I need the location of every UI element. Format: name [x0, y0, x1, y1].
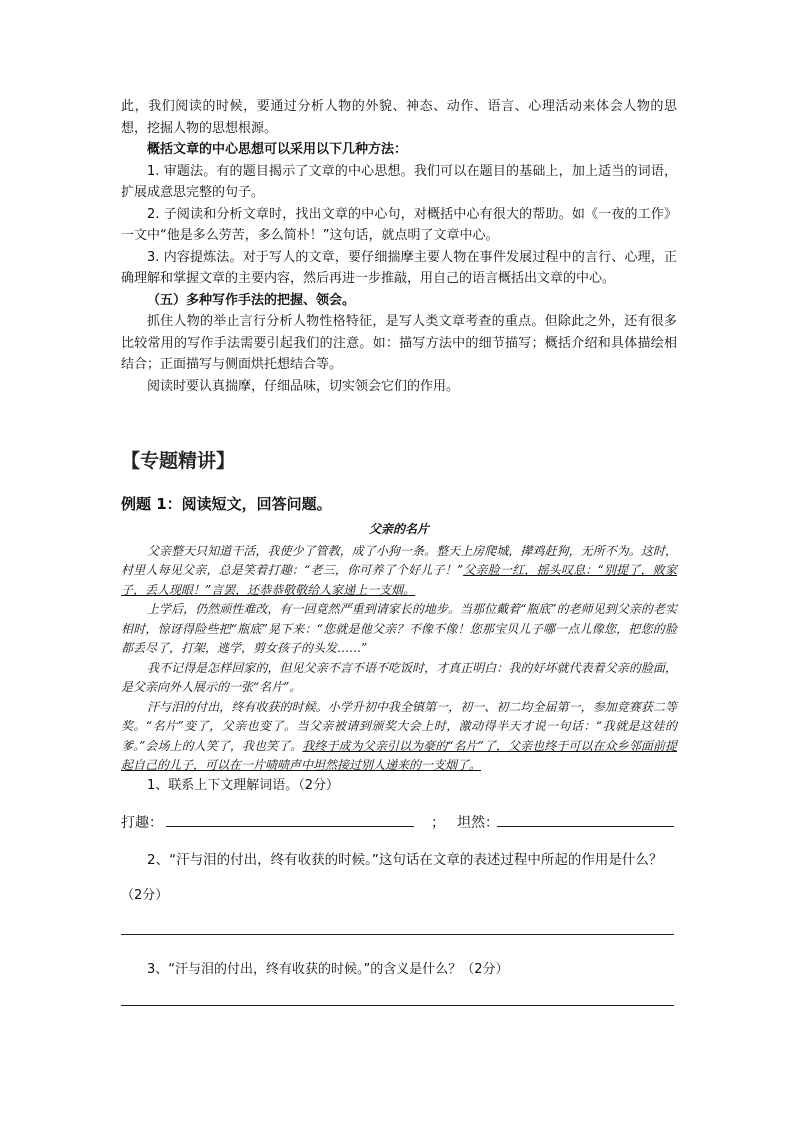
- question-2-score: （2分）: [121, 888, 169, 903]
- methods-heading: 概括文章的中心思想可以采用以下几种方法：: [147, 142, 408, 157]
- intro-paragraph-2: 抓住人物的举止言行分析人物性格特征，是写人类文章考查的重点。但除此之外，还有很多比较常用的写作手法需要引起我们的注意。如：描写方法中的细节描写；概括介绍和具体描绘相结合；正面描写与侧面烘托想结合等。: [121, 314, 677, 372]
- question-2: 2、“汗与泪的付出，终有收获的时候。”这句话在文章的表述过程中所起的作用是什么？: [147, 852, 663, 868]
- story-p4-text: 汗与泪的付出，终有收获的时候。小学升初中我全镇第一，初一、初二均全届第一，参加竞赛获二等奖。“名片”变了，父亲也变了。当父亲被请到颁奖大会上时，激动得半天才说一句话：“我就是这娃的爹。”会场上的人笑了，我也笑了。: [121, 699, 677, 753]
- sub-heading-5: （五）多种写作手法的把握、领会。: [147, 292, 356, 308]
- question-1: 1、联系上下文理解词语。（2分）: [147, 778, 340, 793]
- answer-label-daqu: 打趣：: [121, 815, 163, 831]
- story-p1-text: 父亲整天只知道干活，我使少了管教，成了小狗一条。整天上房爬城，撵鸡赶狗，无所不为。这时，村里人每见父亲，总是笑着打趣：“老三，你可养了个好儿子！”: [121, 543, 677, 577]
- answer-separator: ；: [431, 815, 445, 831]
- question-3: 3、“汗与泪的付出，终有收获的时候。”的含义是什么？（2分）: [147, 962, 509, 977]
- story-title: 父亲的名片: [368, 522, 429, 536]
- intro-paragraph-3: 阅读时要认真揣摩，仔细品味，切实领会它们的作用。: [147, 378, 460, 394]
- intro-section: [121, 96, 677, 397]
- method-1: 1. 审题法。有的题目揭示了文章的中心思想。我们可以在题目的基础上，加上适当的词语，扩展成意思完整的句子。: [121, 163, 677, 200]
- question-1-answers: [121, 812, 677, 832]
- intro-paragraph-1: 此，我们阅读的时候，要通过分析人物的外貌、神态、动作、语言、心理活动来体会人物的思想，挖掘人物的思想根源。: [121, 99, 677, 136]
- story-paragraph-2: 上学后，仍然顽性难改，有一回竟然严重到请家长的地步。当那位戴着“瓶底”的老师见到父亲的老实相时，惊讶得险些把“瓶底”晃下来：“您就是他父亲？不像不像！您那宝贝儿子哪一点儿像您，把您的脸都丢尽了，打架，逃学，剪女孩子的头发……”: [121, 602, 677, 655]
- section-title: 【专题精讲】: [121, 450, 236, 472]
- answer-line-q3[interactable]: [121, 1005, 674, 1006]
- story-paragraph-3: 我不记得是怎样回家的，但见父亲不言不语不吃饭时，才真正明白：我的好坏就代表着父亲的脸面，是父亲向外人展示的一张“名片”。: [121, 660, 677, 694]
- story-p1-underlined: 父亲脸一红，摇头叹息：“别提了，败家子，丢人现眼！”: [121, 563, 677, 597]
- story-p1-underlined-2: 言罢，还恭恭敬敬给人家递上一支烟。: [211, 582, 416, 597]
- story-paragraph-4: [121, 698, 677, 776]
- method-3: 3. 内容提炼法。对于写人的文章，要仔细揣摩主要人物在事件发展过程中的言行、心理，正确理解和掌握文章的主要内容，然后再进一步推敲，用自己的语言概括出文章的中心。: [121, 249, 677, 286]
- story-passage: [121, 520, 677, 776]
- example-title: 例题 1：阅读短文，回答问题。: [121, 495, 332, 513]
- answer-blank-daqu[interactable]: [166, 826, 414, 827]
- method-2: 2. 子阅读和分析文章时，找出文章的中心句，对概括中心有很大的帮助。如《一夜的工作》一文中“他是多么劳苦，多么简朴！”这句话，就点明了文章中心。: [121, 206, 677, 243]
- answer-label-tanran: 坦然：: [457, 815, 499, 831]
- answer-line-q2[interactable]: [121, 934, 674, 935]
- story-paragraph-1: [121, 542, 677, 601]
- answer-blank-tanran[interactable]: [497, 826, 674, 827]
- story-p4-underlined: 我终于成为父亲引以为豪的“名片”了，父亲也终于可以在众乡邻面前提起自己的儿子，可以在一片啧啧声中坦然接过别人递来的一支烟了。: [121, 738, 677, 772]
